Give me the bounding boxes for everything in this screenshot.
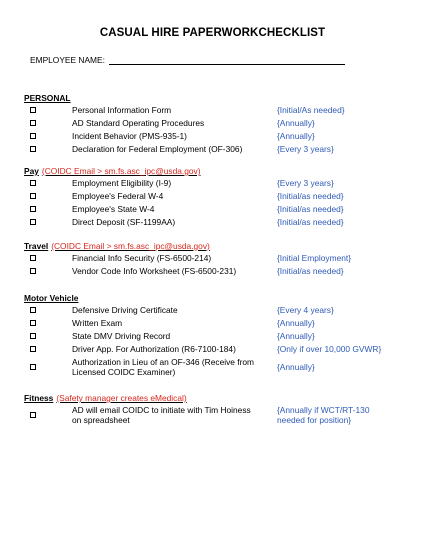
- section-heading: Pay (COIDC Email > sm.fs.asc_ipc@usda.gov): [24, 166, 201, 176]
- document-title: CASUAL HIRE PAPERWORKCHECKLIST: [99, 27, 326, 39]
- item-label: Incident Behavior (PMS-935-1): [72, 131, 187, 141]
- checklist-item: [24, 190, 414, 203]
- section-fitness: [24, 392, 414, 426]
- item-label: Declaration for Federal Employment (OF-306): [72, 144, 243, 154]
- item-frequency: {Initial/as needed}: [277, 191, 344, 201]
- item-frequency: {Initial/as needed}: [277, 266, 344, 276]
- section-note: (COIDC Email > sm.fs.asc_ipc@usda.gov): [41, 166, 201, 176]
- checklist-item: [24, 177, 414, 190]
- checkbox[interactable]: [30, 346, 36, 352]
- item-label: Personal Information Form: [72, 105, 172, 115]
- section-heading: Travel (COIDC Email > sm.fs.asc_ipc@usda.gov): [24, 241, 210, 251]
- item-frequency: {Annually}: [277, 131, 315, 141]
- item-frequency: {Initial/as needed}: [277, 217, 344, 227]
- checkbox[interactable]: [30, 364, 36, 370]
- item-frequency: {Annually}: [277, 362, 315, 372]
- section-heading: Motor Vehicle: [24, 293, 79, 303]
- checkbox[interactable]: [30, 307, 36, 313]
- item-label: State DMV Driving Record: [72, 331, 171, 341]
- item-frequency: {Initial/As needed}: [277, 105, 345, 115]
- section-note: (COIDC Email > sm.fs.asc_ipc@usda.gov): [51, 241, 210, 251]
- item-label: Direct Deposit (SF-1199AA): [72, 217, 176, 227]
- item-frequency: {Initial/as needed}: [277, 204, 344, 214]
- employee-name-field[interactable]: [109, 55, 345, 65]
- section-motor-vehicle: [24, 292, 414, 378]
- checklist-item: [24, 265, 414, 278]
- checklist-item: [24, 203, 414, 216]
- checklist-item: [24, 252, 414, 265]
- item-frequency: {Only if over 10,000 GVWR}: [277, 344, 382, 354]
- checkbox[interactable]: [30, 320, 36, 326]
- item-label: Driver App. For Authorization (R6-7100-184): [72, 344, 236, 354]
- checklist-item: [24, 104, 414, 117]
- checkbox[interactable]: [30, 219, 36, 225]
- checkbox[interactable]: [30, 193, 36, 199]
- checkbox[interactable]: [30, 133, 36, 139]
- checkbox[interactable]: [30, 120, 36, 126]
- item-label: Written Exam: [72, 318, 123, 328]
- section-travel: [24, 240, 414, 278]
- checkbox[interactable]: [30, 180, 36, 186]
- checklist-item: [24, 130, 414, 143]
- checkbox[interactable]: [30, 107, 36, 113]
- checklist-item: [24, 356, 414, 378]
- checklist-item: [24, 143, 414, 156]
- item-label: Defensive Driving Certificate: [72, 305, 178, 315]
- item-frequency: {Annually}: [277, 318, 315, 328]
- item-label: Authorization in Lieu of an OF-346 (Receive from Licensed COIDC Examiner): [72, 357, 255, 377]
- checkbox[interactable]: [30, 333, 36, 339]
- section-personal: [24, 92, 414, 156]
- item-frequency: {Initial Employment}: [277, 253, 352, 263]
- checklist-item: [24, 216, 414, 229]
- item-frequency: {Every 4 years}: [277, 305, 334, 315]
- checklist-item: [24, 304, 414, 317]
- checkbox[interactable]: [30, 146, 36, 152]
- checklist-item: [24, 404, 414, 426]
- item-label: AD Standard Operating Procedures: [72, 118, 205, 128]
- employee-name-label: EMPLOYEE NAME:: [30, 55, 105, 65]
- item-label: Employment Eligibility (I-9): [72, 178, 172, 188]
- item-label: Financial Info Security (FS-6500-214): [72, 253, 212, 263]
- item-label: Employee's Federal W-4: [72, 191, 164, 201]
- item-frequency: {Every 3 years}: [277, 178, 334, 188]
- item-frequency: {Annually}: [277, 118, 315, 128]
- checklist-item: [24, 330, 414, 343]
- item-label: Employee's State W-4: [72, 204, 155, 214]
- checklist-item: [24, 317, 414, 330]
- checkbox[interactable]: [30, 412, 36, 418]
- checklist-item: [24, 117, 414, 130]
- item-frequency: {Annually}: [277, 331, 315, 341]
- checkbox[interactable]: [30, 268, 36, 274]
- item-label: Vendor Code Info Worksheet (FS-6500-231): [72, 266, 237, 276]
- item-label: AD will email COIDC to initiate with Tim Hoiness on spreadsheet: [72, 405, 251, 425]
- checkbox[interactable]: [30, 255, 36, 261]
- employee-name-row: [30, 55, 345, 65]
- section-note: (Safety manager creates eMedical): [56, 393, 187, 403]
- section-pay: [24, 165, 414, 229]
- section-heading: PERSONAL: [24, 93, 71, 103]
- checklist-item: [24, 343, 414, 356]
- item-frequency: {Annually if WCT/RT-130 needed for position}: [277, 405, 370, 425]
- checkbox[interactable]: [30, 206, 36, 212]
- item-frequency: {Every 3 years}: [277, 144, 334, 154]
- section-heading: Fitness (Safety manager creates eMedical): [24, 393, 187, 403]
